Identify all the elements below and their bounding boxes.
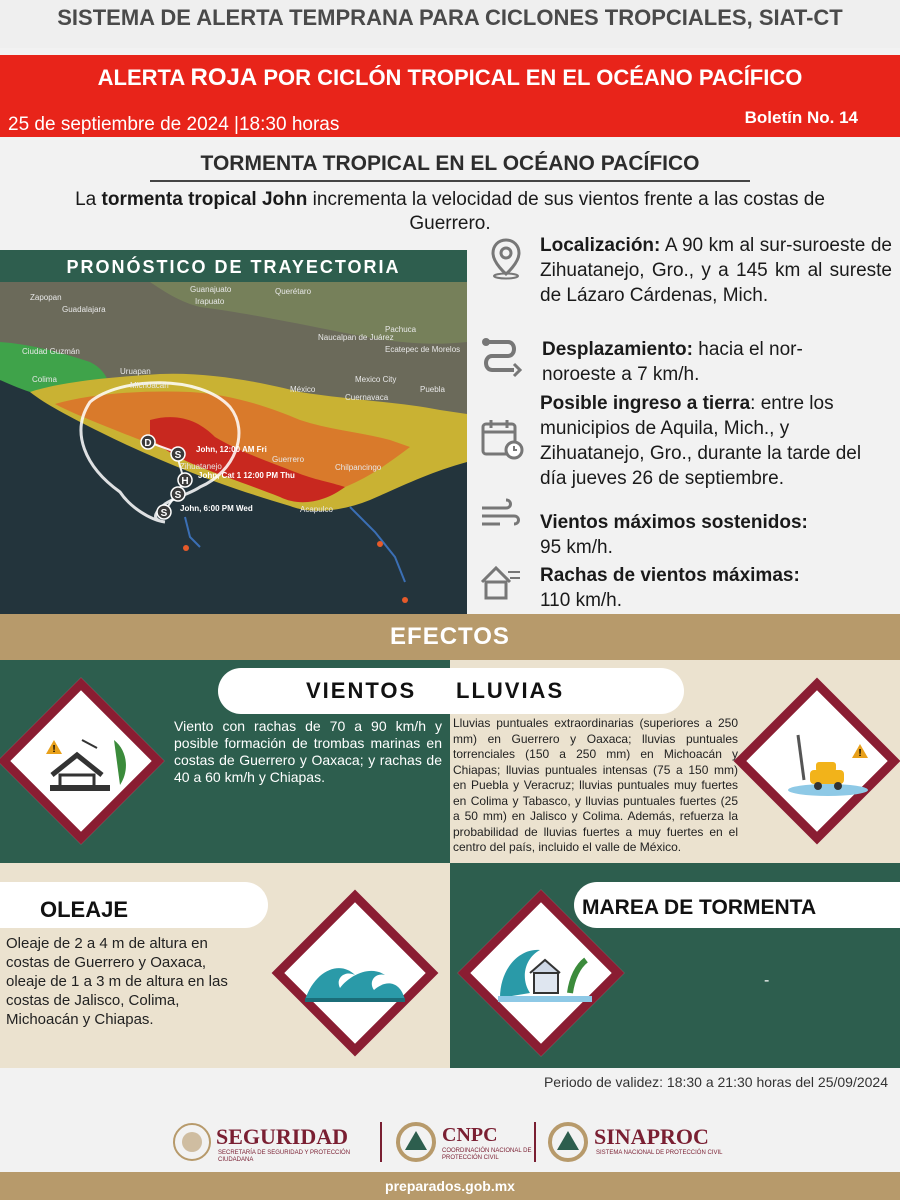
lluvias-title: LLUVIAS xyxy=(456,678,565,703)
gusts-info xyxy=(540,563,892,613)
movement-icon xyxy=(478,334,522,383)
map-marker-s1-label: S xyxy=(174,450,182,461)
landfall-value: : entre los municipios de Aquila, Mich., y Zihuatanejo, Gro., durante la tarde del día jueves 26 de septiembre. xyxy=(540,393,862,489)
label-guanajuato: Guanajuato xyxy=(190,285,232,294)
movement-label: Desplazamiento: xyxy=(542,339,693,360)
label-cuernavaca: Cuernavaca xyxy=(345,393,389,402)
map-marker-h-label: H xyxy=(181,476,189,487)
oleaje-pill xyxy=(0,882,268,928)
cnpc-logo: CNPC xyxy=(442,1124,498,1146)
cnpc-sub: COORDINACIÓN NACIONAL DE PROTECCIÓN CIVIL xyxy=(442,1148,532,1161)
label-ecatepec: Ecatepec de Morelos xyxy=(385,345,461,354)
sinaproc-sub: SISTEMA NACIONAL DE PROTECCIÓN CIVIL xyxy=(596,1150,723,1156)
wave-icon xyxy=(300,940,410,1015)
bulletin-date: 25 de septiembre de 2024 |18:30 horas xyxy=(8,114,340,135)
winds-label: Vientos máximos sostenidos: xyxy=(540,512,808,533)
map-marker-s2-label: S xyxy=(174,490,182,501)
system-title: SISTEMA DE ALERTA TEMPRANA PARA CICLONES TROPCIALES, SIAT-CT xyxy=(0,0,900,48)
label-acapulco: Acapulco xyxy=(300,505,333,514)
label-pachuca: Pachuca xyxy=(385,325,417,334)
oleaje-title: OLEAJE xyxy=(40,897,129,922)
vientos-title: VIENTOS xyxy=(306,678,417,703)
location-info xyxy=(540,233,892,308)
label-puebla: Puebla xyxy=(420,385,445,394)
wind-damage-icon xyxy=(42,730,142,805)
storm-title: TORMENTA TROPICAL EN EL OCÉANO PACÍFICO xyxy=(150,152,750,182)
label-chilpancingo: Chilpancingo xyxy=(335,463,382,472)
label-mexico-city: Mexico City xyxy=(355,375,397,384)
vientos-lluvias-pill xyxy=(218,668,684,714)
storm-name: tormenta tropical John xyxy=(101,189,308,210)
marea-text: - xyxy=(764,972,770,989)
lluvias-text: Lluvias puntuales extraordinarias (superiores a 250 mm) en Guerrero y Oaxaca; lluvias puntuales torrenciales (150 a 250 mm) en Michoacán y Chiapas; lluvias puntuales intensas (75 a 150 mm) en Puebla y Veracruz; lluvias puntuales muy fuertes en Colima y Tabasco, y lluvias puntuales fuertes (25 a 50 mm) en Jalisco y Colima. Además, refuerza la probabilidad de lluvias fuertes a muy fuertes en el centro del país, incluido el valle de México. xyxy=(453,716,738,854)
label-mexico: México xyxy=(290,385,316,394)
movement-info xyxy=(542,337,872,387)
map-marker-s3-label: S xyxy=(160,508,168,519)
sinaproc-logo: SINAPROC xyxy=(594,1124,709,1149)
oleaje-text: Oleaje de 2 a 4 m de altura en costas de Guerrero y Oaxaca, oleaje de 1 a 3 m de altura en las costas de Jalisco, Colima, Michoacán y Chiapas. xyxy=(6,935,228,1028)
effects-heading: EFECTOS xyxy=(0,614,900,660)
movement-value: hacia el nor-noroeste a 7 km/h. xyxy=(542,339,803,385)
label-michoacan: Michoacán xyxy=(130,381,169,390)
calendar-icon xyxy=(480,416,524,465)
map-marker-d-label: D xyxy=(144,438,152,449)
seguridad-logo: SEGURIDAD xyxy=(216,1124,349,1149)
label-zihuatanejo: Zihuatanejo xyxy=(180,462,222,471)
flood-car-icon xyxy=(778,730,878,805)
marea-title: MAREA DE TORMENTA xyxy=(582,896,817,919)
winds-value: 95 km/h. xyxy=(540,537,613,558)
label-john-12am: John, 12:00 AM Fri xyxy=(196,445,267,454)
trajectory-heading: PRONÓSTICO DE TRAYECTORIA xyxy=(0,250,467,282)
alert-prefix: ALERTA xyxy=(97,65,185,90)
house-wind-icon xyxy=(478,560,522,609)
wind-icon xyxy=(478,494,522,543)
location-label: Localización: xyxy=(540,235,661,256)
validity-period: Periodo de validez: 18:30 a 21:30 horas del 25/09/2024 xyxy=(543,1074,888,1090)
storm-desc-post: incrementa la velocidad de sus vientos frente a las costas de Guerrero. xyxy=(312,189,825,234)
svg-text:!: ! xyxy=(52,744,56,755)
label-irapuato: Irapuato xyxy=(195,297,225,306)
gusts-value: 110 km/h. xyxy=(540,590,623,611)
trajectory-map xyxy=(0,282,467,614)
alert-suffix: POR CICLÓN TROPICAL EN EL OCÉANO PACÍFICO xyxy=(263,65,803,90)
landfall-info xyxy=(540,391,892,491)
divider-2 xyxy=(534,1122,536,1162)
label-john-12pm: John, Cat 1 12:00 PM Thu xyxy=(198,471,295,480)
label-zapopan: Zapopan xyxy=(30,293,62,302)
seguridad-seal-icon xyxy=(172,1122,212,1167)
svg-text:!: ! xyxy=(858,748,862,759)
label-guadalajara: Guadalajara xyxy=(62,305,106,314)
storm-desc-pre: La xyxy=(75,189,97,210)
label-uruapan: Uruapan xyxy=(120,367,151,376)
cnpc-seal-icon xyxy=(396,1122,436,1167)
label-guerrero: Guerrero xyxy=(272,455,305,464)
logos-row xyxy=(0,1108,900,1168)
label-naucalpan: Naucalpan de Juárez xyxy=(318,333,394,342)
winds-info xyxy=(540,510,892,560)
alert-title xyxy=(0,64,900,92)
sinaproc-seal-icon xyxy=(548,1122,588,1167)
landfall-label: Posible ingreso a tierra xyxy=(540,393,751,414)
label-ciudad-guzman: Ciudad Guzmán xyxy=(22,347,80,356)
label-john-6pm: John, 6:00 PM Wed xyxy=(180,504,253,513)
map-graphic xyxy=(0,282,467,614)
seguridad-sub: SECRETARÍA DE SEGURIDAD Y PROTECCIÓN CIUDADANA xyxy=(218,1150,351,1163)
gusts-label: Rachas de vientos máximas: xyxy=(540,565,800,586)
label-queretaro: Querétaro xyxy=(275,287,312,296)
divider-1 xyxy=(380,1122,382,1162)
storm-description xyxy=(40,188,860,236)
storm-surge-icon xyxy=(490,938,600,1013)
label-colima: Colima xyxy=(32,375,57,384)
location-value: A 90 km al sur-suroeste de Zihuatanejo, Gro., y a 145 km al sureste de Lázaro Cárdenas, Mich. xyxy=(540,235,892,306)
footer-website[interactable]: preparados.gob.mx xyxy=(0,1172,900,1200)
vientos-text: Viento con rachas de 70 a 90 km/h y posible formación de trombas marinas en costas de Guerrero y Oaxaca; y rachas de 40 a 60 km/h y Chiapas. xyxy=(174,718,442,785)
alert-level: ROJA xyxy=(190,64,258,91)
bulletin-number: Boletín No. 14 xyxy=(744,108,858,127)
marea-pill xyxy=(574,882,900,928)
location-icon xyxy=(484,236,528,285)
